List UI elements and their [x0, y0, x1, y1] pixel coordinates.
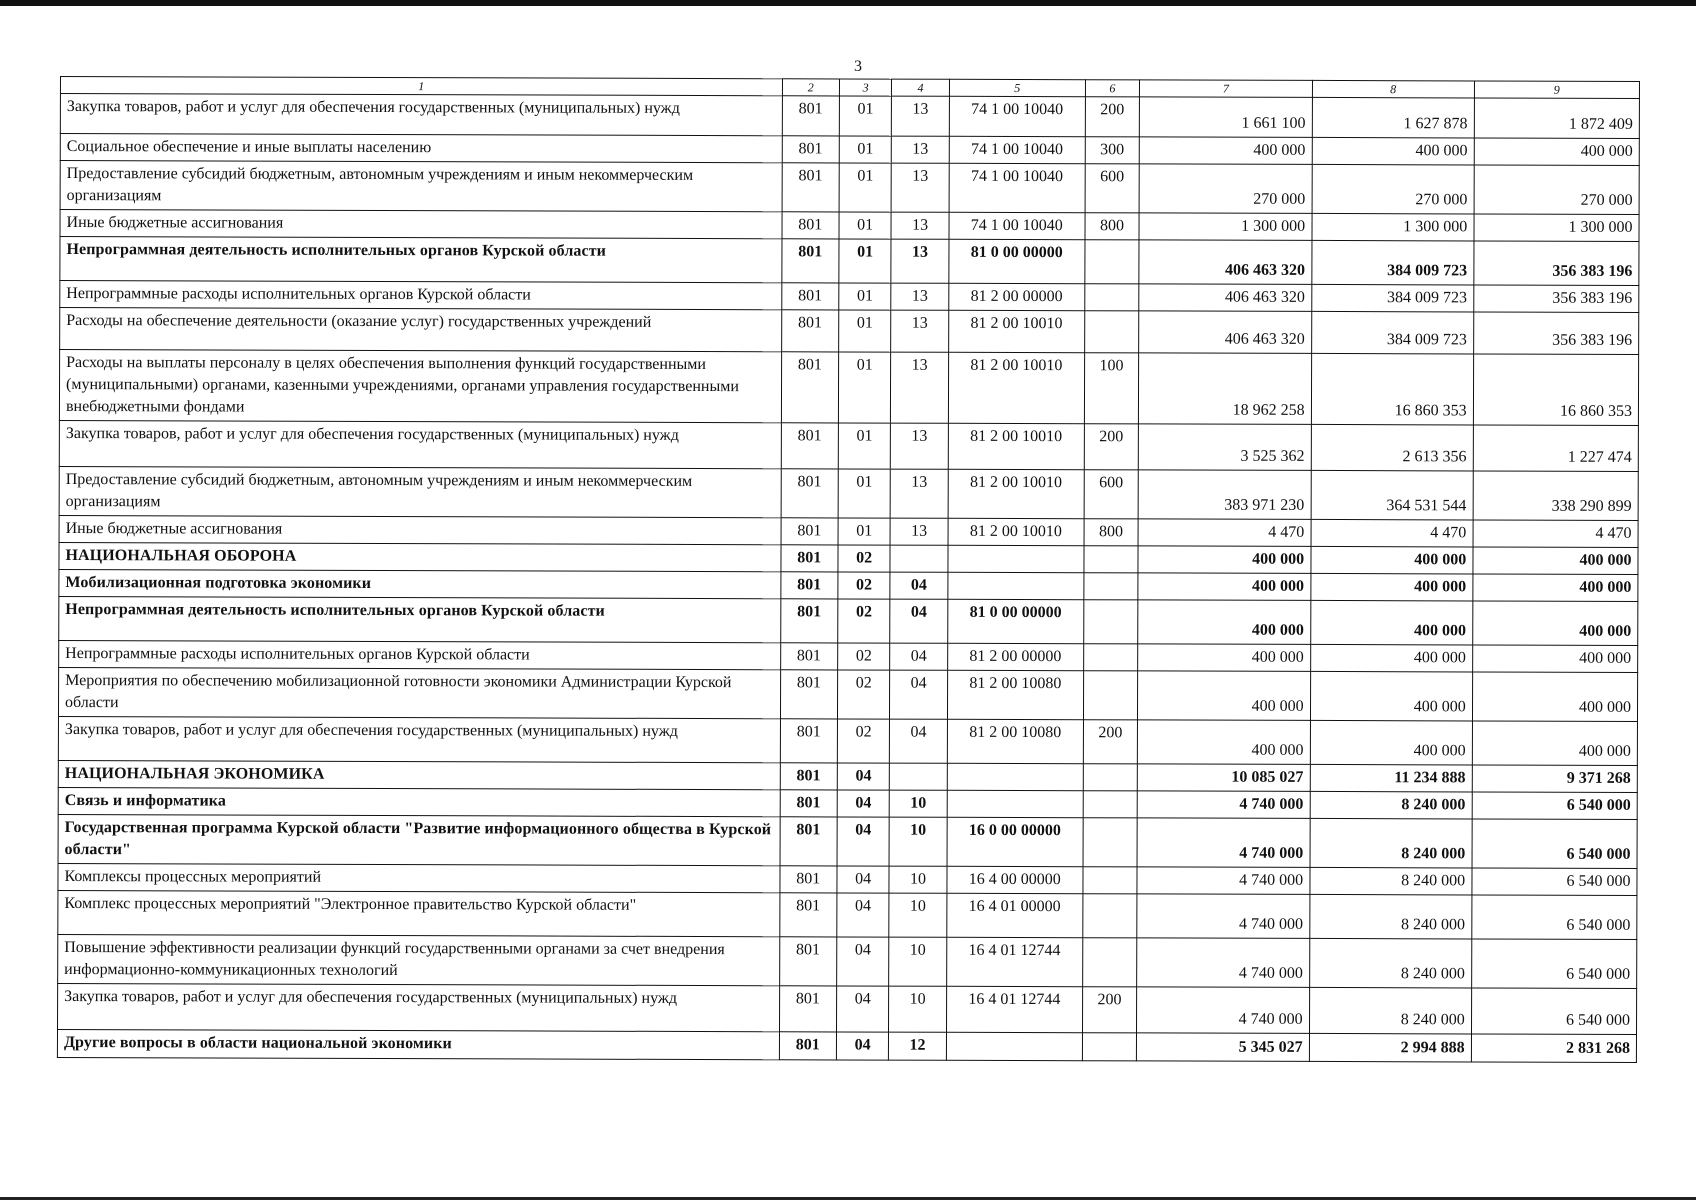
- table-row: [60, 308, 1639, 355]
- row-admin-code: 801: [780, 763, 838, 790]
- row-amount-col8: 400 000: [1310, 644, 1472, 672]
- row-subsection: 10: [889, 893, 947, 937]
- row-amount-col9: 4 470: [1473, 520, 1638, 548]
- row-target-article: [946, 1032, 1082, 1060]
- row-section: 04: [837, 986, 889, 1032]
- row-amount-col8: 8 240 000: [1309, 894, 1471, 939]
- header-cell-5: 5: [949, 79, 1085, 96]
- row-amount-col7: 406 463 320: [1139, 311, 1312, 354]
- row-description: Закупка товаров, работ и услуг для обеспечения государственных (муниципальных) нужд: [58, 716, 780, 762]
- row-subsection: 10: [889, 790, 947, 817]
- row-target-article: 16 0 00 00000: [947, 817, 1083, 866]
- row-amount-col7: 4 740 000: [1137, 867, 1310, 895]
- row-admin-code: 801: [781, 469, 839, 518]
- row-amount-col7: 5 345 027: [1137, 1033, 1310, 1062]
- row-section: 01: [839, 283, 891, 310]
- row-admin-code: 801: [780, 599, 838, 643]
- row-description: Непрограммная деятельность исполнительных органов Курской области: [60, 237, 782, 283]
- row-subsection: 13: [891, 163, 949, 212]
- row-target-article: 81 0 00 00000: [949, 239, 1085, 283]
- row-target-article: [948, 545, 1084, 572]
- row-admin-code: 801: [780, 790, 838, 817]
- row-amount-col7: 4 740 000: [1137, 938, 1310, 988]
- row-amount-col8: 400 000: [1311, 546, 1473, 574]
- table-row: [59, 596, 1638, 645]
- row-expense-type: 100: [1084, 353, 1139, 424]
- table-row: [57, 1029, 1636, 1062]
- row-subsection: 13: [890, 469, 948, 518]
- row-target-article: 81 2 00 10010: [948, 423, 1084, 469]
- row-admin-code: 801: [781, 423, 839, 469]
- budget-table: [57, 76, 1640, 1063]
- row-description: Предоставление субсидий бюджетным, автономным учреждениям и иным некоммерческим организациям: [59, 466, 781, 517]
- row-section: 02: [838, 599, 890, 643]
- header-cell-9: 9: [1474, 81, 1639, 99]
- table-row: [58, 667, 1637, 721]
- row-expense-type: 300: [1085, 137, 1139, 164]
- row-amount-col8: 16 860 353: [1311, 353, 1473, 425]
- row-amount-col7: 10 085 027: [1137, 764, 1310, 792]
- table-row: [58, 716, 1637, 765]
- row-amount-col9: 6 540 000: [1472, 792, 1637, 820]
- row-expense-type: [1085, 240, 1140, 284]
- row-subsection: 10: [889, 986, 947, 1032]
- header-cell-4: 4: [892, 79, 950, 96]
- row-admin-code: 801: [780, 719, 838, 763]
- row-admin-code: 801: [781, 352, 839, 423]
- row-subsection: 13: [892, 96, 950, 136]
- row-admin-code: 801: [779, 866, 837, 893]
- row-description: Закупка товаров, работ и услуг для обеспечения государственных (муниципальных) нужд: [58, 983, 780, 1031]
- row-description: Комплекс процессных мероприятий "Электронное правительство Курской области": [58, 890, 780, 936]
- row-section: 01: [839, 310, 891, 352]
- row-admin-code: 801: [781, 310, 839, 352]
- row-admin-code: 801: [782, 163, 840, 212]
- row-amount-col8: 8 240 000: [1309, 987, 1471, 1034]
- row-amount-col7: 406 463 320: [1139, 240, 1312, 285]
- row-subsection: 04: [890, 719, 948, 763]
- row-description: Закупка товаров, работ и услуг для обеспечения государственных (муниципальных) нужд: [60, 94, 782, 136]
- row-subsection: 12: [889, 1032, 947, 1060]
- row-amount-col9: 400 000: [1472, 721, 1637, 766]
- table-body: [57, 77, 1639, 1063]
- row-expense-type: [1082, 1033, 1136, 1061]
- row-description: Другие вопросы в области национальной экономики: [57, 1029, 779, 1059]
- row-amount-col9: 356 383 196: [1473, 285, 1638, 313]
- row-amount-col9: 356 383 196: [1474, 241, 1639, 286]
- row-target-article: 74 1 00 10040: [949, 136, 1085, 163]
- row-amount-col8: 384 009 723: [1311, 240, 1473, 285]
- row-target-article: 81 2 00 00000: [949, 283, 1085, 310]
- row-amount-col8: 4 470: [1311, 519, 1473, 547]
- row-expense-type: [1083, 894, 1138, 938]
- row-amount-col7: 406 463 320: [1139, 284, 1312, 312]
- row-subsection: 04: [890, 599, 948, 643]
- row-description: Повышение эффективности реализации функций государственными органами за счет внедрения информационно-коммуникационных технологий: [58, 934, 780, 985]
- row-description: Связь и информатика: [58, 787, 780, 816]
- row-description: Иные бюджетные ассигнования: [59, 515, 781, 544]
- row-amount-col7: 400 000: [1138, 546, 1311, 574]
- row-target-article: 16 4 01 12744: [946, 986, 1082, 1032]
- row-expense-type: 800: [1085, 213, 1139, 240]
- row-description: Закупка товаров, работ и услуг для обеспечения государственных (муниципальных) нужд: [59, 420, 781, 468]
- row-section: 04: [837, 790, 889, 817]
- row-subsection: 13: [891, 423, 949, 469]
- row-admin-code: 801: [780, 817, 838, 866]
- row-description: Непрограммная деятельность исполнительных органов Курской области: [59, 596, 781, 642]
- row-admin-code: 801: [782, 136, 840, 163]
- row-subsection: 10: [889, 817, 947, 866]
- table-row: [58, 983, 1637, 1034]
- row-amount-col8: 8 240 000: [1309, 938, 1471, 988]
- row-section: 04: [837, 817, 889, 866]
- row-description: Расходы на обеспечение деятельности (оказание услуг) государственных учреждений: [60, 308, 782, 352]
- row-amount-col9: 356 383 196: [1473, 312, 1638, 355]
- row-expense-type: [1083, 818, 1138, 867]
- row-section: 01: [839, 96, 891, 136]
- table-row: [59, 466, 1638, 520]
- row-amount-col8: 400 000: [1312, 137, 1474, 165]
- row-description: Мобилизационная подготовка экономики: [59, 569, 781, 598]
- row-section: 04: [837, 866, 889, 893]
- row-section: 01: [838, 352, 891, 423]
- row-description: НАЦИОНАЛЬНАЯ ОБОРОНА: [59, 542, 781, 571]
- row-amount-col7: 400 000: [1138, 644, 1311, 672]
- row-expense-type: [1083, 867, 1137, 894]
- row-amount-col7: 400 000: [1139, 137, 1312, 165]
- row-section: 04: [837, 893, 889, 937]
- row-target-article: 81 2 00 10010: [948, 518, 1084, 545]
- table-row: [60, 94, 1639, 139]
- row-subsection: 10: [889, 866, 947, 893]
- row-target-article: 16 4 01 12744: [946, 937, 1082, 986]
- row-admin-code: 801: [780, 572, 838, 599]
- row-amount-col7: 270 000: [1139, 164, 1312, 214]
- row-admin-code: 801: [781, 239, 839, 283]
- row-amount-col9: 338 290 899: [1473, 471, 1638, 521]
- row-amount-col8: 11 234 888: [1310, 764, 1472, 792]
- row-amount-col7: 4 740 000: [1137, 791, 1310, 819]
- row-amount-col8: 400 000: [1310, 600, 1472, 645]
- row-amount-col8: 1 627 878: [1312, 97, 1474, 138]
- row-section: 02: [837, 719, 889, 763]
- row-amount-col7: 3 525 362: [1138, 424, 1311, 471]
- table-row: [60, 237, 1639, 286]
- row-admin-code: 801: [779, 1032, 837, 1060]
- row-admin-code: 801: [779, 893, 837, 937]
- table-row: [58, 934, 1637, 988]
- row-amount-col8: 400 000: [1310, 671, 1472, 721]
- row-subsection: 13: [891, 283, 949, 310]
- row-expense-type: [1083, 791, 1137, 818]
- row-section: 02: [838, 643, 890, 670]
- row-amount-col9: 1 872 409: [1474, 98, 1639, 139]
- row-description: НАЦИОНАЛЬНАЯ ЭКОНОМИКА: [58, 760, 780, 789]
- row-section: 02: [838, 545, 890, 572]
- row-admin-code: 801: [780, 670, 838, 719]
- row-expense-type: [1083, 600, 1138, 644]
- table-row: [59, 420, 1638, 471]
- row-amount-col7: 1 661 100: [1139, 97, 1312, 138]
- row-expense-type: 200: [1083, 720, 1138, 764]
- row-expense-type: 600: [1084, 470, 1139, 519]
- row-target-article: [948, 572, 1084, 599]
- row-target-article: 74 1 00 10040: [949, 163, 1085, 212]
- row-amount-col7: 4 740 000: [1137, 894, 1310, 939]
- row-description: Мероприятия по обеспечению мобилизационной готовности экономики Администрации Курской области: [58, 667, 780, 718]
- row-target-article: 81 2 00 10010: [948, 310, 1084, 352]
- row-target-article: 81 2 00 10080: [947, 670, 1083, 719]
- row-amount-col8: 384 009 723: [1311, 311, 1473, 354]
- row-amount-col8: 364 531 544: [1311, 470, 1473, 520]
- header-cell-3: 3: [839, 79, 891, 96]
- row-subsection: 04: [890, 643, 948, 670]
- row-subsection: [890, 545, 948, 572]
- row-amount-col8: 8 240 000: [1310, 818, 1472, 868]
- row-expense-type: 200: [1084, 424, 1139, 470]
- row-subsection: 13: [891, 239, 949, 283]
- row-amount-col9: 2 831 268: [1471, 1034, 1636, 1063]
- row-description: Расходы на выплаты персоналу в целях обеспечения выполнения функций государственными (муниципальными) органами, казенными учреждениями, органами управления государственными внебюджетными фондами: [59, 350, 781, 423]
- row-admin-code: 801: [779, 937, 837, 986]
- row-amount-col7: 400 000: [1138, 671, 1311, 721]
- row-admin-code: 801: [779, 986, 837, 1032]
- row-subsection: 13: [891, 212, 949, 239]
- row-subsection: 13: [892, 136, 950, 163]
- row-target-article: 81 2 00 00000: [947, 643, 1083, 670]
- row-admin-code: 801: [782, 96, 840, 136]
- row-amount-col9: 400 000: [1473, 547, 1638, 575]
- header-cell-1: 1: [60, 77, 782, 96]
- row-section: 02: [838, 572, 890, 599]
- row-subsection: [890, 763, 948, 790]
- row-amount-col9: 16 860 353: [1473, 354, 1639, 426]
- row-expense-type: [1083, 644, 1137, 671]
- row-expense-type: [1084, 311, 1139, 353]
- row-description: Непрограммные расходы исполнительных органов Курской области: [59, 640, 781, 669]
- row-amount-col8: 400 000: [1310, 573, 1472, 601]
- row-section: 01: [839, 136, 891, 163]
- row-description: Предоставление субсидий бюджетным, автономным учреждениям и иным некоммерческим организациям: [60, 161, 782, 212]
- row-target-article: 81 2 00 10080: [947, 719, 1083, 763]
- row-amount-col9: 400 000: [1472, 645, 1637, 673]
- table-row: [60, 161, 1639, 215]
- row-target-article: 81 2 00 10010: [948, 469, 1084, 518]
- row-section: 01: [839, 163, 891, 212]
- row-target-article: [947, 790, 1083, 817]
- row-subsection: 04: [890, 670, 948, 719]
- row-amount-col9: 6 540 000: [1471, 939, 1636, 989]
- row-expense-type: [1083, 671, 1138, 720]
- row-amount-col9: 6 540 000: [1472, 895, 1637, 940]
- row-amount-col8: 2 994 888: [1309, 1033, 1471, 1062]
- scan-top-edge: [0, 0, 1696, 6]
- row-amount-col9: 9 371 268: [1472, 765, 1637, 793]
- row-expense-type: [1083, 764, 1137, 791]
- row-section: 04: [836, 1032, 888, 1060]
- row-subsection: 13: [890, 518, 948, 545]
- table-row: [59, 350, 1638, 426]
- row-amount-col7: 400 000: [1138, 600, 1311, 645]
- row-amount-col8: 384 009 723: [1311, 284, 1473, 312]
- row-target-article: 16 4 00 00000: [947, 866, 1083, 893]
- row-amount-col9: 400 000: [1473, 574, 1638, 602]
- row-amount-col8: 270 000: [1312, 164, 1474, 214]
- row-section: 01: [839, 239, 891, 283]
- row-amount-col7: 400 000: [1137, 720, 1310, 765]
- row-amount-col7: 383 971 230: [1138, 470, 1311, 520]
- row-description: Социальное обеспечение и иные выплаты населению: [60, 134, 782, 163]
- row-expense-type: [1082, 938, 1137, 987]
- row-amount-col8: 400 000: [1310, 720, 1472, 765]
- row-admin-code: 801: [781, 283, 839, 310]
- row-expense-type: 200: [1082, 987, 1137, 1033]
- row-section: 01: [838, 469, 890, 518]
- row-amount-col9: 6 540 000: [1472, 868, 1637, 896]
- row-amount-col7: 4 470: [1138, 519, 1311, 547]
- row-subsection: 04: [890, 572, 948, 599]
- row-subsection: 13: [891, 310, 949, 352]
- row-target-article: 81 2 00 10010: [948, 352, 1084, 423]
- row-admin-code: 801: [782, 212, 840, 239]
- row-expense-type: [1085, 284, 1139, 311]
- row-expense-type: 800: [1084, 519, 1138, 546]
- row-admin-code: 801: [780, 643, 838, 670]
- row-expense-type: [1084, 573, 1138, 600]
- row-target-article: 16 4 01 00000: [947, 893, 1083, 937]
- row-target-article: [947, 763, 1083, 790]
- row-admin-code: 801: [781, 518, 839, 545]
- row-section: 01: [839, 212, 891, 239]
- row-section: 04: [837, 937, 889, 986]
- row-description: Иные бюджетные ассигнования: [60, 210, 782, 239]
- row-subsection: 13: [891, 352, 949, 423]
- header-cell-2: 2: [782, 79, 840, 96]
- row-amount-col9: 400 000: [1472, 672, 1637, 722]
- row-amount-col7: 4 740 000: [1137, 987, 1310, 1034]
- row-amount-col8: 8 240 000: [1310, 791, 1472, 819]
- table-row: [58, 890, 1637, 939]
- row-expense-type: [1084, 546, 1138, 573]
- row-amount-col7: 1 300 000: [1139, 213, 1312, 241]
- row-amount-col9: 400 000: [1472, 601, 1637, 646]
- page-number: 3: [854, 58, 862, 75]
- row-admin-code: 801: [780, 545, 838, 572]
- header-cell-6: 6: [1085, 80, 1139, 97]
- row-expense-type: 200: [1085, 97, 1140, 137]
- header-cell-8: 8: [1312, 80, 1474, 98]
- row-amount-col7: 4 740 000: [1137, 818, 1310, 868]
- row-amount-col9: 6 540 000: [1471, 988, 1636, 1035]
- row-amount-col7: 18 962 258: [1139, 353, 1312, 425]
- row-section: 01: [838, 423, 890, 469]
- row-expense-type: 600: [1085, 164, 1140, 213]
- row-amount-col9: 1 300 000: [1474, 214, 1639, 242]
- row-section: 01: [838, 518, 890, 545]
- budget-sheet: [57, 76, 1640, 1063]
- row-target-article: 81 0 00 00000: [948, 599, 1084, 643]
- row-description: Комплексы процессных мероприятий: [58, 863, 780, 892]
- row-amount-col7: 400 000: [1138, 573, 1311, 601]
- row-amount-col9: 6 540 000: [1472, 819, 1637, 869]
- row-target-article: 74 1 00 10040: [949, 96, 1085, 136]
- row-amount-col9: 1 227 474: [1473, 425, 1638, 472]
- row-target-article: 74 1 00 10040: [949, 212, 1085, 239]
- row-description: Непрограммные расходы исполнительных органов Курской области: [60, 281, 782, 310]
- row-amount-col9: 270 000: [1474, 165, 1639, 215]
- header-cell-7: 7: [1140, 80, 1313, 98]
- row-amount-col8: 2 613 356: [1311, 424, 1473, 471]
- row-section: 04: [837, 763, 889, 790]
- row-amount-col9: 400 000: [1474, 138, 1639, 166]
- row-section: 02: [837, 670, 889, 719]
- row-amount-col8: 8 240 000: [1310, 867, 1472, 895]
- row-description: Государственная программа Курской области "Развитие информационного общества в Курской области": [58, 814, 780, 865]
- row-amount-col8: 1 300 000: [1312, 213, 1474, 241]
- row-subsection: 10: [889, 937, 947, 986]
- table-row: [58, 814, 1637, 868]
